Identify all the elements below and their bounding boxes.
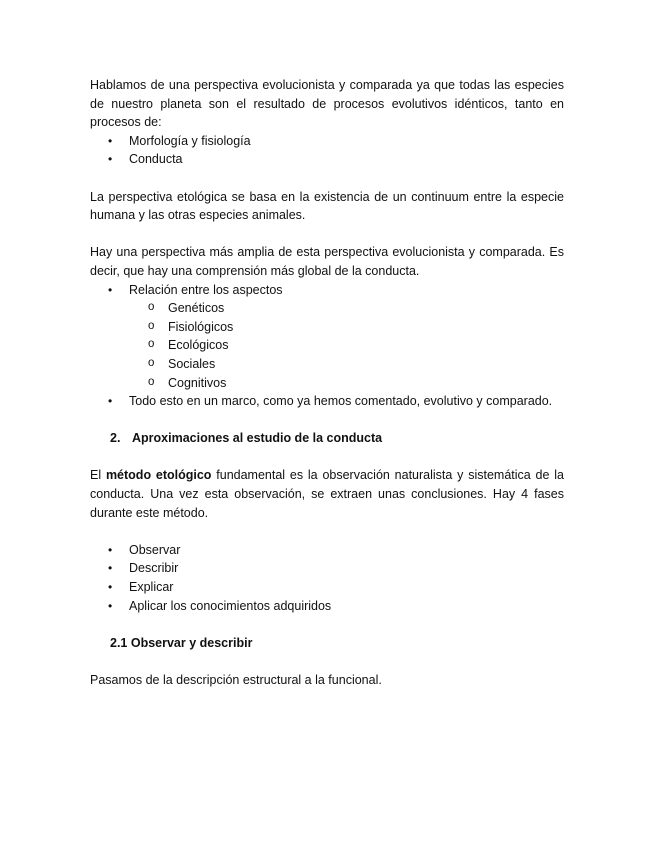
sublist-item: o Cognitivos [90,374,564,393]
method-paragraph: El método etológico fundamental es la observación naturalista y sistemática de la conducta. Una vez esta observación, se extraen unas conclusiones. Hay 4 fases durante este método. [90,468,564,520]
aspects-list [90,281,564,300]
circle-bullet-icon: o [148,375,155,388]
bullet-icon: • [108,542,113,557]
circle-bullet-icon: o [148,356,155,369]
circle-bullet-icon: o [148,319,155,332]
subsection-heading: 2.1 Observar y describir [110,635,253,650]
list-item: • Todo esto en un marco, como ya hemos comentado, evolutivo y comparado. [90,392,564,411]
closing-paragraph: Pasamos de la descripción estructural a la funcional. [90,673,382,687]
phases-list [90,541,564,615]
ethology-paragraph: La perspectiva etológica se basa en la existencia de un continuum entre la especie humana y las otras especies animales. [90,189,564,223]
process-list [90,132,564,169]
bullet-icon: • [108,580,113,595]
list-item: • Conducta [90,150,564,169]
sublist-item: o Ecológicos [90,336,564,355]
bullet-icon: • [108,394,113,409]
bullet-icon: • [108,561,113,576]
section-number: 2. [110,431,121,446]
section-heading [90,429,564,448]
bullet-icon: • [108,598,113,613]
list-item: • Describir [90,559,564,578]
context-list [90,392,564,411]
list-item: • Morfología y fisiología [90,132,564,151]
sublist-item: o Genéticos [90,299,564,318]
circle-bullet-icon: o [148,301,155,314]
circle-bullet-icon: o [148,338,155,351]
list-item: • Aplicar los conocimientos adquiridos [90,597,564,616]
sublist-item: o Fisiológicos [90,318,564,337]
intro-paragraph: Hablamos de una perspectiva evolucionista y comparada ya que todas las especies de nuestro planeta son el resultado de procesos evolutivos idénticos, tanto en procesos de: [90,78,564,130]
broader-perspective-paragraph: Hay una perspectiva más amplia de esta perspectiva evolucionista y comparada. Es decir, que hay una comprensión más global de la conducta. [90,245,564,278]
section-title: Aproximaciones al estudio de la conducta [132,431,383,446]
aspects-sublist [90,299,564,392]
sublist-item: o Sociales [90,355,564,374]
method-term: método etológico [105,468,212,483]
bullet-icon: • [108,133,113,148]
list-item: • Observar [90,541,564,560]
document-page [90,76,564,690]
bullet-icon: • [108,282,113,297]
bullet-icon: • [108,152,113,167]
list-item: • Explicar [90,578,564,597]
list-item: • Relación entre los aspectos [90,281,564,300]
